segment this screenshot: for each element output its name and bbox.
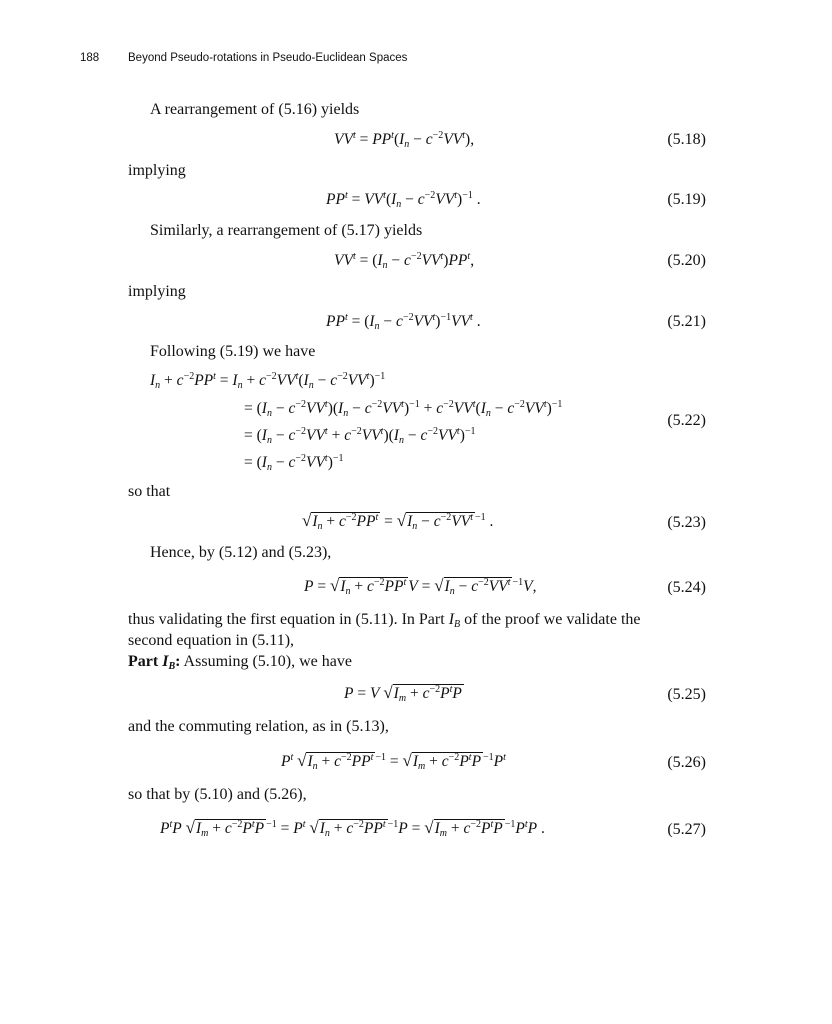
equation-5-21: $PP^t = (I_n - c^{-2}VV^t)^{-1}VV^t$ .: [326, 312, 481, 332]
equation-5-22-line-1: $I_n + c^{-2}PP^t = I_n + c^{-2}VV^t(I_n - c^{-2}VV^t)^{-1}$: [150, 371, 386, 391]
text-line: Similarly, a rearrangement of (5.17) yields: [150, 222, 423, 239]
part-label: Part: [128, 653, 163, 670]
equation-number: (5.22): [667, 412, 706, 429]
text-line: Hence, by (5.12) and (5.23),: [150, 544, 332, 561]
equation-5-22-line-2: = $(I_n - c^{-2}VV^t)(I_n - c^{-2}VV^t)^{-1} + c^{-2}VV^t(I_n - c^{-2}VV^t)^{-1}$: [244, 399, 563, 419]
text-line: implying: [128, 162, 186, 179]
text-line: so that: [128, 483, 171, 500]
text-line: and the commuting relation, as in (5.13),: [128, 718, 389, 735]
equation-5-19: $PP^t = VV^t(I_n - c^{-2}VV^t)^{-1}$ .: [326, 190, 481, 210]
paragraph-text: thus validating the first equation in (5.11). In Part: [128, 611, 449, 628]
text-line: second equation in (5.11),: [128, 632, 295, 649]
equation-number: (5.18): [667, 131, 706, 148]
paragraph-line: thus validating the first equation in (5.11). In Part $I_B$ of the proof we validate the: [128, 611, 641, 630]
page-number: 188: [80, 52, 100, 64]
paragraph-text: of the proof we validate the: [460, 611, 641, 628]
text-line: Following (5.19) we have: [150, 343, 316, 360]
equation-5-20: $VV^t = (I_n - c^{-2}VV^t)PP^t$,: [334, 251, 475, 271]
running-title: Beyond Pseudo-rotations in Pseudo-Euclidean Spaces: [128, 52, 408, 64]
equation-5-27: $P^tP$ $√I_m + c^{-2}P^tP$ $^{-1} = P^t$ $√I_n + c^{-2}PP^t$ $^{-1}P = √I_m + c^{-2}P^tP$ $^{-1}P^tP$ .: [160, 818, 545, 839]
equation-5-22-line-4: = $(I_n - c^{-2}VV^t)^{-1}$: [244, 453, 344, 473]
equation-number: (5.25): [667, 686, 706, 703]
equation-5-22-line-3: = $(I_n - c^{-2}VV^t + c^{-2}VV^t)(I_n - c^{-2}VV^t)^{-1}$: [244, 426, 476, 446]
equation-number: (5.20): [667, 252, 706, 269]
equation-number: (5.19): [667, 191, 706, 208]
equation-5-23: $√I_n + c^{-2}PP^t = √I_n - c^{-2}VV^t$ $^{-1}$ .: [302, 511, 494, 532]
equation-number: (5.23): [667, 514, 706, 531]
part-ib-line: Part $I_B$: Assuming (5.10), we have: [128, 653, 352, 672]
equation-5-26: $P^t$ $√I_n + c^{-2}PP^t$ $^{-1} = √I_m + c^{-2}P^tP$ $^{-1}P^t$: [281, 751, 506, 772]
equation-5-18: $VV^t = PP^t(I_n - c^{-2}VV^t)$,: [334, 130, 475, 150]
equation-5-24: $P = √I_n + c^{-2}PP^t$ $V = √I_n - c^{-2}VV^t$ $^{-1}$V,: [304, 576, 537, 597]
part-text: Assuming (5.10), we have: [180, 653, 352, 670]
equation-5-25: P = V $√I_m + c^{-2}P^tP$: [344, 683, 462, 704]
running-header: [80, 52, 407, 64]
text-line: A rearrangement of (5.16) yields: [150, 101, 360, 118]
equation-number: (5.21): [667, 313, 706, 330]
text-line: implying: [128, 283, 186, 300]
equation-number: (5.26): [667, 754, 706, 771]
equation-number: (5.27): [667, 821, 706, 838]
equation-number: (5.24): [667, 579, 706, 596]
text-line: so that by (5.10) and (5.26),: [128, 786, 307, 803]
